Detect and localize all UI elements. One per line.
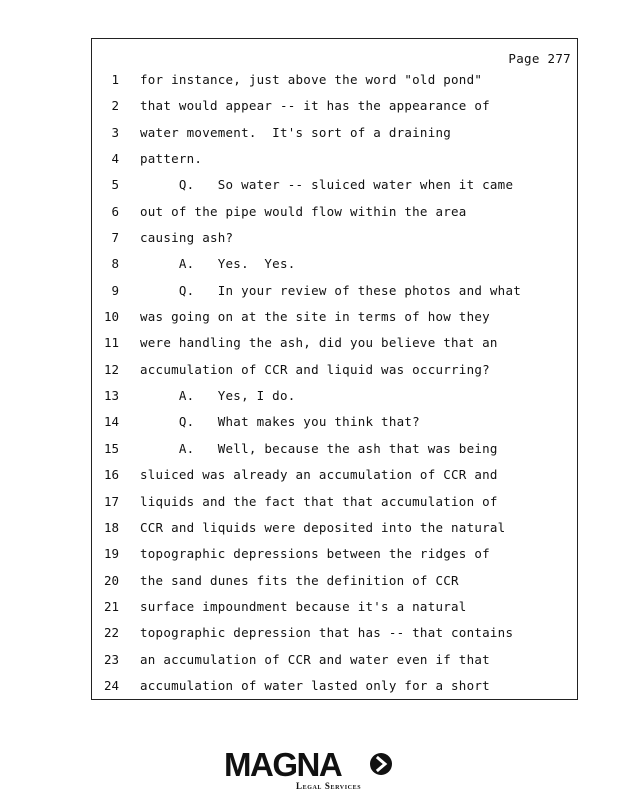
line-number: 14 (103, 414, 119, 430)
transcript-line (92, 678, 577, 704)
line-text: sluiced was already an accumulation of CCR and (140, 467, 498, 483)
line-text: water movement. It's sort of a draining (140, 124, 452, 140)
transcript-line (92, 388, 577, 414)
line-number: 3 (111, 124, 119, 140)
line-text: that would appear -- it has the appearance of (140, 98, 490, 114)
page-number: Page 277 (508, 51, 571, 66)
logo-subtitle: Legal Services (296, 781, 362, 791)
line-number: 7 (111, 230, 119, 246)
line-number: 1 (111, 72, 119, 87)
line-text: causing ash? (140, 230, 234, 246)
line-text: pattern. (140, 151, 203, 167)
transcript-line (92, 494, 577, 520)
transcript-line (92, 230, 577, 256)
line-text: liquids and the fact that that accumulation of (140, 493, 498, 509)
line-number: 17 (103, 493, 119, 509)
transcript-line (92, 98, 577, 124)
line-number: 6 (111, 203, 119, 219)
transcript-line (92, 256, 577, 282)
line-number: 21 (103, 598, 119, 614)
line-number: 15 (103, 440, 119, 456)
transcript-line (92, 335, 577, 361)
transcript-line (92, 546, 577, 572)
transcript-line (92, 309, 577, 335)
line-text: for instance, just above the word "old pond" (140, 72, 483, 87)
line-number: 12 (103, 361, 119, 377)
transcript-line (92, 125, 577, 151)
line-number: 13 (103, 388, 119, 404)
line-number: 23 (103, 651, 119, 667)
transcript-line (92, 72, 577, 98)
transcript-line (92, 283, 577, 309)
line-text: accumulation of CCR and liquid was occurring? (140, 361, 490, 377)
line-text: A. Yes. Yes. (140, 256, 296, 272)
line-text: A. Well, because the ash that was being (140, 440, 498, 456)
transcript-line (92, 204, 577, 230)
transcript-line (92, 625, 577, 651)
transcript-line (92, 520, 577, 546)
line-number: 24 (103, 677, 119, 693)
chevron-right-circle-icon (370, 753, 392, 775)
line-text: topographic depression that has -- that contains (140, 625, 514, 641)
line-text: CCR and liquids were deposited into the natural (140, 519, 506, 535)
transcript-line (92, 362, 577, 388)
transcript-line (92, 467, 577, 493)
line-text: A. Yes, I do. (140, 388, 296, 404)
transcript-page (91, 38, 578, 700)
transcript-line (92, 652, 577, 678)
line-text: accumulation of water lasted only for a short (140, 677, 490, 693)
magna-logo (224, 748, 396, 792)
line-number: 18 (103, 519, 119, 535)
line-text: the sand dunes fits the definition of CCR (140, 572, 459, 588)
transcript-line (92, 414, 577, 440)
line-text: Q. What makes you think that? (140, 414, 420, 430)
line-text: were handling the ash, did you believe that an (140, 335, 498, 351)
line-number: 20 (103, 572, 119, 588)
transcript-lines (92, 72, 577, 704)
transcript-line (92, 599, 577, 625)
line-text: an accumulation of CCR and water even if that (140, 651, 490, 667)
line-number: 11 (103, 335, 119, 351)
logo-wordmark: MAGNA (224, 746, 342, 783)
line-number: 16 (103, 467, 119, 483)
line-text: topographic depressions between the ridges of (140, 546, 490, 562)
line-text: was going on at the site in terms of how they (140, 309, 490, 325)
line-number: 19 (103, 546, 119, 562)
line-text: surface impoundment because it's a natural (140, 598, 467, 614)
line-number: 5 (111, 177, 119, 193)
line-number: 4 (111, 151, 119, 167)
transcript-line (92, 151, 577, 177)
line-text: Q. In your review of these photos and what (140, 282, 522, 298)
line-number: 9 (111, 282, 119, 298)
line-text: out of the pipe would flow within the area (140, 203, 467, 219)
transcript-line (92, 573, 577, 599)
line-number: 2 (111, 98, 119, 114)
line-number: 8 (111, 256, 119, 272)
line-text: Q. So water -- sluiced water when it came (140, 177, 514, 193)
transcript-line (92, 177, 577, 203)
transcript-line (92, 441, 577, 467)
line-number: 22 (103, 625, 119, 641)
line-number: 10 (103, 309, 119, 325)
